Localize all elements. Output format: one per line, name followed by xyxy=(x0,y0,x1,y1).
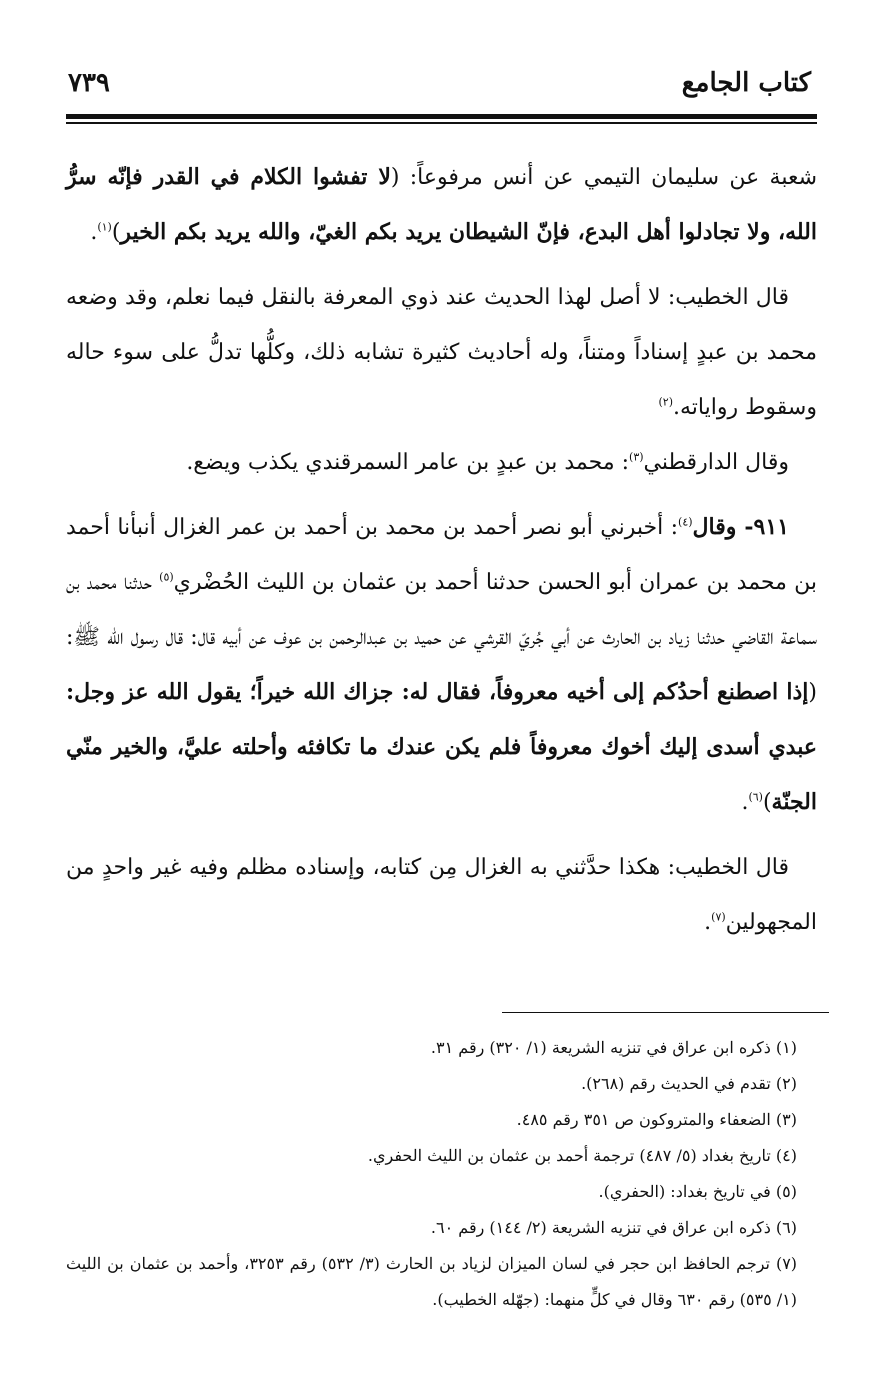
footnote-6: (٦) ذكره ابن عراق في تنزيه الشريعة (٢/ ١٤٤) رقم ٦٠. xyxy=(430,1218,797,1237)
page-header xyxy=(68,60,811,110)
p3-text-b: : محمد بن عبدٍ بن عامر السمرقندي يكذب ويضع. xyxy=(186,450,630,475)
footnotes xyxy=(66,1030,817,1318)
footnote-ref-2: (٢) xyxy=(658,395,673,409)
header-rule-thin xyxy=(66,122,817,124)
footnote-ref-6: (٦) xyxy=(748,790,763,804)
paragraph-3 xyxy=(66,435,817,490)
footnote-2: (٢) تقدم في الحديث رقم (٢٦٨). xyxy=(581,1074,797,1093)
paragraph-1 xyxy=(66,150,817,260)
p5-text: قال الخطيب: هكذا حدَّثني به الغزال مِن كتابه، وإسناده مظلم وفيه غير واحدٍ من المجهولين xyxy=(66,855,817,935)
footnote-ref-1: (١) xyxy=(97,220,112,234)
p4-text-a: : أخبرني أبو نصر أحمد بن محمد بن أحمد بن عمر الغزال أنبأنا أحمد بن محمد بن عمران أبو الحسن حدثنا أحمد بن عثمان بن الليث الحُضْري xyxy=(66,515,817,595)
footnote-7: (٧) ترجم الحافظ ابن حجر في لسان الميزان لزياد بن الحارث (٣/ ٥٣٢) رقم ٣٢٥٣، وأحمد بن عثمان بن الليث (١/ ٥٣٥) رقم ٦٣٠ وقال في كلٍّ منهما: (جهّله الخطيب). xyxy=(66,1254,798,1309)
p4-end: . xyxy=(741,790,749,815)
paragraph-4 xyxy=(66,500,817,830)
p2-text: قال الخطيب: لا أصل لهذا الحديث عند ذوي المعرفة بالنقل فيما نعلم، وقد وضعه محمد بن عبدٍ إسناداً ومتناً، وله أحاديث كثيرة تشابه ذلك، وكلُّها تدلُّ على سوء حاله وسقوط رواياته. xyxy=(66,285,817,420)
footnote-4: (٤) تاريخ بغداد (٥/ ٤٨٧) ترجمة أحمد بن عثمان بن الليث الحفري. xyxy=(367,1146,797,1165)
paragraph-2 xyxy=(66,270,817,435)
running-title: كتاب الجامع xyxy=(681,68,811,98)
main-text xyxy=(66,150,817,950)
hadith-text-1: لا تفشوا الكلام في القدر فإنّه سرُّ الله، ولا تجادلوا أهل البدع، فإنّ الشيطان يريد بكم الغيّ، والله يريد بكم الخير xyxy=(66,164,817,245)
p1-close: ) xyxy=(111,220,121,245)
footnote-ref-4: (٤) xyxy=(678,515,693,529)
footnote-ref-7: (٧) xyxy=(711,910,726,924)
page-number: ٧٣٩ xyxy=(68,68,110,98)
p3-text-a: وقال الدارقطني xyxy=(643,450,789,475)
p1-text: شعبة عن سليمان التيمي عن أنس مرفوعاً: ( xyxy=(390,165,818,190)
p4-close: ) xyxy=(762,790,772,815)
hadith-number: ٩١١- xyxy=(736,514,789,540)
footnote-ref-3: (٣) xyxy=(629,450,644,464)
hadith-label: وقال xyxy=(692,514,737,540)
footnote-separator xyxy=(502,1012,829,1013)
header-rule-thick xyxy=(66,114,817,119)
hadith-text-2: إذا اصطنع أحدُكم إلى أخيه معروفاً، فقال له: جزاك الله خيراً؛ يقول الله عز وجل: عبدي أسدى إليك أخوك معروفاً فلم يكن عندك ما تكافئه وأحلته عليَّ، والخير منّي الجنّة xyxy=(66,679,817,815)
footnote-3: (٣) الضعفاء والمتروكون ص ٣٥١ رقم ٤٨٥. xyxy=(516,1110,797,1129)
footnote-5: (٥) في تاريخ بغداد: (الحفري). xyxy=(598,1182,797,1201)
p1-end: . xyxy=(90,220,98,245)
paragraph-5 xyxy=(66,840,817,950)
footnote-ref-5: (٥) xyxy=(159,570,174,584)
footnote-1: (١) ذكره ابن عراق في تنزيه الشريعة (١/ ٣٢٠) رقم ٣١. xyxy=(430,1038,797,1057)
p5-end: . xyxy=(704,910,712,935)
p4-text-b: حدثنا محمد بن سماعة القاضي حدثنا زياد بن الحارث عن أبي جُريّ القرشي عن حميد بن عبدالرحمن بن عوف عن أبيه قال: قال رسول الله ﷺ: ( xyxy=(66,570,817,705)
